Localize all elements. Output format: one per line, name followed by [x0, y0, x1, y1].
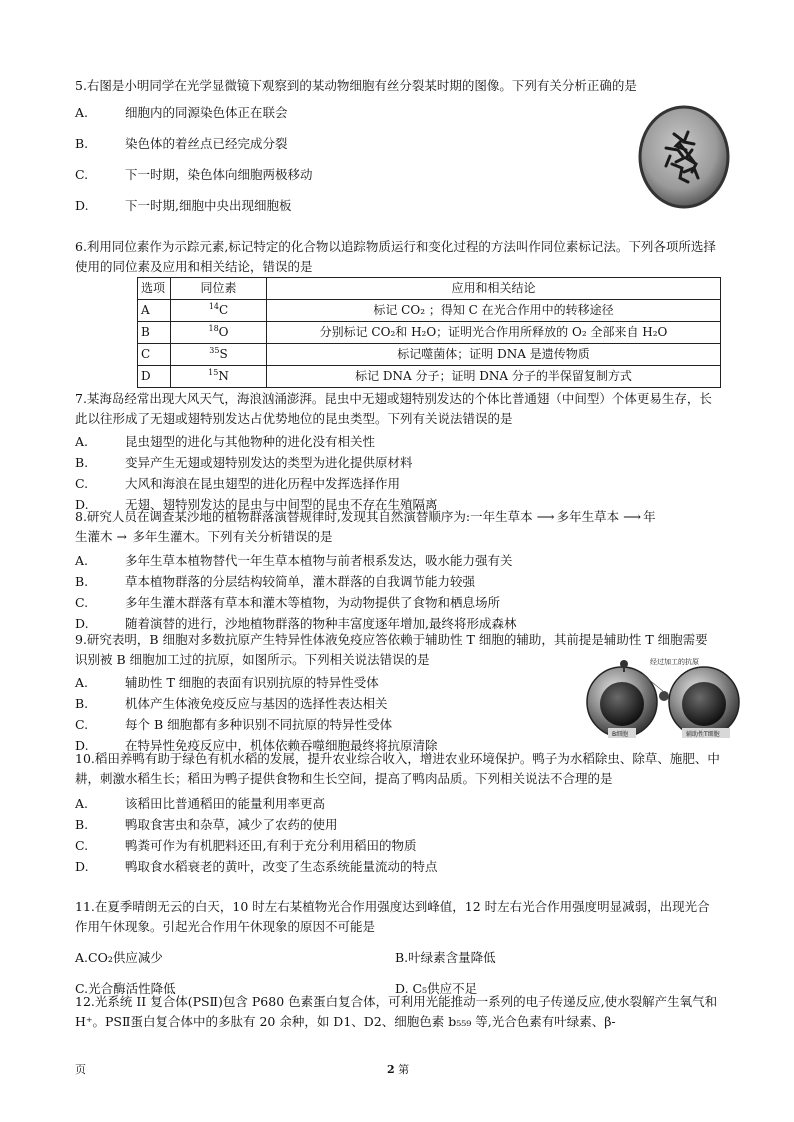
- question-5-option-c: C. 下一时期，染色体向细胞两极移动: [75, 167, 313, 182]
- question-5-option-d: D. 下一时期,细胞中央出现细胞板: [75, 198, 292, 213]
- question-7-option-b: B. 变异产生无翅或翅特别发达的类型为进化提供原材料: [75, 455, 413, 470]
- question-8-option-a: A. 多年生草本植物替代一年生草本植物与前者根系发达，吸水能力强有关: [75, 553, 513, 568]
- question-10: [75, 749, 720, 875]
- label-processed-antigen: 经过加工的抗原: [650, 658, 699, 666]
- label-helper-t-cell: 辅助性T细胞: [686, 731, 720, 738]
- question-5-option-b: B. 染色体的着丝点已经完成分裂: [75, 136, 288, 151]
- question-7-stem: 7.某海岛经常出现大风天气，海浪汹涌澎湃。昆虫中无翅或翅特别发达的个体比普通翅（中间型）个体更易生存，长此以往形成了无翅或翅特别发达占优势地位的昆虫类型。下列有关说法错误的是: [75, 391, 712, 426]
- question-10-option-c: C. 鸭粪可作为有机肥料还田,有利于充分利用稻田的物质: [75, 838, 417, 853]
- question-11-option-a: A.CO₂供应减少: [75, 950, 163, 965]
- question-10-stem: 10.稻田养鸭有助于绿色有机水稻的发展，提升农业综合收入，增进农业环境保护。鸭子为水稻除虫、除草、施肥、中耕，刺激水稻生长；稻田为鸭子提供食物和生长空间，提高了鸭肉品质。下列相关说法不合理的是: [75, 751, 720, 786]
- question-11: [75, 897, 720, 997]
- question-8-option-d: D. 随着演替的进行，沙地植物群落的物种丰富度逐年增加,最终将形成森林: [75, 616, 517, 631]
- label-b-cell: B细胞: [612, 731, 629, 738]
- question-6: [75, 237, 720, 277]
- question-9-option-b: B. 机体产生体液免疫反应与基因的选择性表达相关: [75, 696, 388, 711]
- question-9-option-d: D. 在特异性免疫反应中，机体依赖吞噬细胞最终将抗原清除: [75, 738, 438, 753]
- question-7-option-c: C. 大风和海浪在昆虫翅型的进化历程中发挥选择作用: [75, 476, 401, 491]
- question-11-option-b: B.叶绿素含量降低: [395, 950, 496, 965]
- question-5: [75, 77, 720, 214]
- question-5-option-a: A. 细胞内的同源染色体正在联会: [75, 105, 288, 120]
- question-12-stem: 12.光系统 II 复合体(PSⅡ)包含 P680 色素蛋白复合体，可利用光能推动一系列的电子传递反应,使水裂解产生氧气和 H⁺。PSⅡ蛋白复合体中的多肽有 20 余种，如 D1、D2、细胞色素 b₅₅₉ 等,光合色素有叶绿素、β-: [75, 994, 718, 1029]
- question-11-option-d: D. C₅供应不足: [395, 981, 478, 996]
- question-9-option-a: A. 辅助性 T 细胞的表面有识别抗原的特异性受体: [75, 675, 379, 690]
- question-8: 8.研究人员在调查某沙地的植物群落演替规律时,发现其自然演替顺序为:一年生草本 ⟶ 多年生草本 ⟶ 年 生灌木 → 多年生灌木。下列有关分析错误的是 A. 多年生草本植物替代一年生草本植物与前者根系发达，吸水能力强有关 B. 草本植物群落的分层结构较简单，灌木群落的自我调节能力较强 C. 多年生灌木群落有草本和灌木等植物，为动物提供了食物和栖息场所 D. 随着演替的进行，沙地植物群落的物种丰富度逐年增加,最终将形成森林: [75, 508, 720, 632]
- mitosis-cell-image: [636, 104, 732, 210]
- footer-left: 页: [75, 1063, 86, 1076]
- question-10-option-a: A. 该稻田比普通稻田的能量利用率更高: [75, 796, 326, 811]
- question-6-stem: 6.利用同位素作为示踪元素,标记特定的化合物以追踪物质运行和变化过程的方法叫作同位素标记法。下列各项所选择使用的同位素及应用和相关结论，错误的是: [75, 239, 716, 274]
- table-row: C $^{35}$S 标记噬菌体；证明 DNA 是遗传物质: [138, 344, 721, 366]
- b-cell-t-cell-figure: [580, 650, 744, 746]
- question-11-option-c: C.光合酶活性降低: [75, 981, 176, 996]
- arrow-icon: ⟶: [536, 509, 555, 524]
- question-8-option-c: C. 多年生灌木群落有草本和灌木等植物，为动物提供了食物和栖息场所: [75, 595, 501, 610]
- question-11-stem: 11.在夏季晴朗无云的白天，10 时左右某植物光合作用强度达到峰值，12 时左右光合作用强度明显减弱，出现光合作用午休现象。引起光合作用午休现象的原因不可能是: [75, 899, 710, 934]
- question-5-stem: 5.右图是小明同学在光学显微镜下观察到的某动物细胞有丝分裂某时期的图像。下列有关分析正确的是: [75, 78, 637, 93]
- question-12: [75, 992, 720, 1032]
- arrow-icon: →: [116, 529, 127, 544]
- question-8-stem: 8.研究人员在调查某沙地的植物群落演替规律时,发现其自然演替顺序为:一年生草本 ⟶ 多年生草本 ⟶ 年: [75, 509, 656, 524]
- question-7-option-a: A. 昆虫翅型的进化与其他物种的进化没有相关性: [75, 434, 376, 449]
- table-row: A $^{14}$C 标记 CO₂ ；得知 C 在光合作用中的转移途径: [138, 300, 721, 322]
- table-header-row: 选项 同位素 应用和相关结论: [138, 278, 721, 300]
- table-row: B $^{18}$O 分别标记 CO₂和 H₂O；证明光合作用所释放的 O₂ 全部来自 H₂O: [138, 322, 721, 344]
- question-9-stem: 9.研究表明，B 细胞对多数抗原产生特异性体液免疫应答依赖于辅助性 T 细胞的辅助，其前提是辅助性 T 细胞需要识别被 B 细胞加工过的抗原，如图所示。下列相关说法错误的是: [75, 632, 708, 667]
- page-number: 2 第: [387, 1063, 410, 1076]
- question-7-option-d: D. 无翅、翅特别发达的昆虫与中间型的昆虫不存在生殖隔离: [75, 497, 438, 512]
- question-10-option-b: B. 鸭取食害虫和杂草，减少了农药的使用: [75, 817, 338, 832]
- arrow-icon: ⟶: [623, 509, 642, 524]
- question-9-option-c: C. 每个 B 细胞都有多种识别不同抗原的特异性受体: [75, 717, 393, 732]
- question-8-option-b: B. 草本植物群落的分层结构较简单，灌木群落的自我调节能力较强: [75, 574, 476, 589]
- isotope-table: [137, 277, 721, 388]
- table-row: D $^{15}$N 标记 DNA 分子；证明 DNA 分子的半保留复制方式: [138, 366, 721, 388]
- question-7: [75, 389, 720, 513]
- question-10-option-d: D. 鸭取食水稻衰老的黄叶，改变了生态系统能量流动的特点: [75, 859, 438, 874]
